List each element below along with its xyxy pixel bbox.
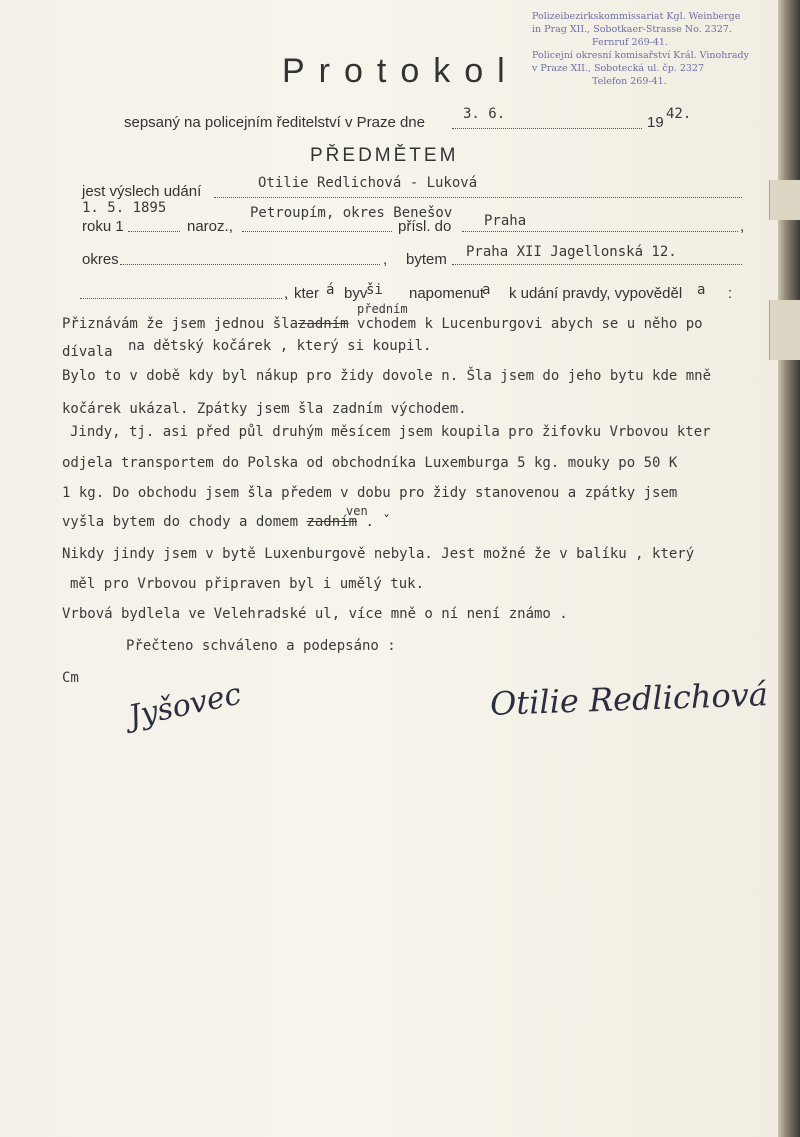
comma: , [284, 285, 289, 302]
birthplace-value: Petroupím, okres Benešov [250, 205, 453, 221]
residence-line [452, 264, 742, 265]
who-label: kter [294, 285, 320, 302]
result-label: jest výslech udání [82, 183, 202, 200]
testimony-line [128, 338, 431, 354]
testimony-line: měl pro Vrbovou připraven byl i umělý tuk. [70, 576, 425, 592]
testimony-line: Nikdy jindy jsem v bytě Luxenburgově nebyla. Jest možné že v balíku , který [62, 546, 695, 562]
testimony-text: vyšla bytem do chody a domem [62, 514, 299, 530]
name-line [214, 197, 742, 198]
struck-word: zadním [306, 514, 358, 530]
testimony-line: Vrbová bydlela ve Velehradské ul, více mně o ní není známo . [62, 606, 568, 622]
year-label: roku 1 [82, 218, 124, 235]
testimony-text: Přiznávám že jsem jednou šla [62, 316, 299, 332]
testimony-line: odjela transportem do Polska od obchodníka Luxemburga 5 kg. mouky po 50 K [62, 455, 678, 471]
police-stamp [532, 10, 749, 88]
stamp-line: Fernruf 269-41. [592, 37, 668, 48]
birthdate-value: 1. 5. 1895 [82, 200, 167, 216]
witness-signature: Otilie Redlichová [489, 675, 769, 723]
testimony-text: na dětský kočárek , který si koupil. [128, 338, 432, 354]
testimony-line: kočárek ukázal. Zpátky jsem šla zadním východem. [62, 401, 467, 417]
stamp-line: in Prag XII., Sobotkaer-Strasse No. 2327. [532, 24, 732, 35]
belong-label: přísl. do [398, 218, 452, 235]
born-label: naroz., [187, 218, 233, 235]
stamp-line: Polizeibezirkskommissariat Kgl. Weinberge [532, 11, 741, 22]
year-prefix: 19 [647, 114, 664, 131]
district-label: okres [82, 251, 119, 268]
comma: , [740, 218, 745, 235]
page-title: Protokol [282, 52, 519, 90]
stamp-line: Policejní okresní komisařství Král. Vinohrady [532, 50, 750, 61]
initials: Cm [62, 670, 79, 686]
being-suffix: ši [366, 282, 383, 298]
testimony-text: . ˇ [365, 514, 391, 530]
insert-word: předním [357, 302, 408, 316]
date-line [452, 128, 642, 129]
admonished-suffix: a [482, 282, 491, 298]
admonished-label: napomenut [409, 285, 485, 302]
page-edge [778, 0, 800, 1137]
page-tab [769, 180, 800, 220]
testimony-text: vchodem k Lucenburgovi abych se u něho po [357, 316, 703, 332]
insert-word: ven [346, 504, 368, 518]
testimony-line [62, 514, 391, 530]
officer-signature: Jyšovec [125, 676, 245, 735]
date-value: 3. 6. [463, 106, 506, 122]
truth-suffix: a [697, 282, 706, 298]
colon: : [728, 285, 733, 302]
who-suffix: á [326, 282, 335, 298]
testimony-line [62, 344, 113, 360]
testimony-line: Bylo to v době kdy byl nákup pro židy dovole n. Šla jsem do jeho bytu kde mně [62, 368, 712, 384]
belong-line [462, 231, 738, 232]
comma: , [383, 251, 388, 268]
blank-line [80, 298, 282, 299]
page-tab [769, 300, 800, 360]
district-line [120, 264, 380, 265]
belong-value: Praha [484, 213, 527, 229]
residence-value: Praha XII Jagellonská 12. [466, 244, 677, 260]
being-label: byv [344, 285, 368, 302]
year-value: 42. [666, 106, 692, 122]
testimony-line: 1 kg. Do obchodu jsem šla předem v dobu pro židy stanovenou a zpátky jsem [62, 485, 678, 501]
testimony-line: Přečteno schváleno a podepsáno : [126, 638, 396, 654]
intro-label: sepsaný na policejním ředitelství v Praze dne [124, 114, 425, 131]
birth-year-line [128, 231, 180, 232]
name-value: Otilie Redlichová - Luková [258, 175, 478, 191]
stamp-line: Telefon 269-41. [592, 76, 667, 87]
testimony-line: Jindy, tj. asi před půl druhým měsícem jsem koupila pro žifovku Vrbovou kter [70, 424, 711, 440]
birthplace-line [242, 231, 392, 232]
truth-label: k udání pravdy, vypověděl [509, 285, 683, 302]
testimony-text: dívala [62, 344, 113, 360]
stamp-line: v Praze XII., Sobotecká ul. čp. 2327 [532, 63, 705, 74]
testimony-line [62, 316, 703, 332]
subject-heading: PŘEDMĚTEM [310, 145, 459, 166]
residing-label: bytem [406, 251, 447, 268]
struck-word: zadním [298, 316, 349, 332]
